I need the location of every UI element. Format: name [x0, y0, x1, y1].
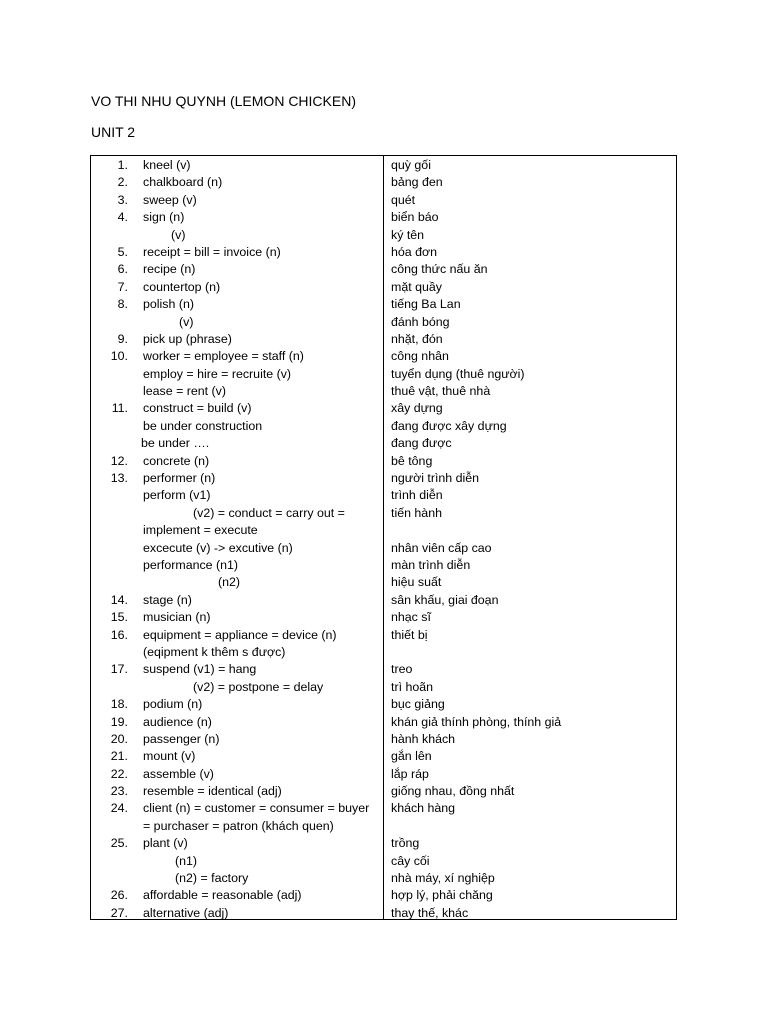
row-number: 13. — [110, 471, 128, 486]
vocab-term: chalkboard (n) — [143, 175, 223, 190]
vocab-meaning: nhân viên cấp cao — [391, 540, 492, 555]
vocab-meaning: nhặt, đón — [391, 331, 443, 346]
vocab-meaning: ký tên — [391, 227, 425, 242]
vocab-meaning: đánh bóng — [391, 314, 450, 329]
vocab-meaning: nhạc sĩ — [391, 610, 431, 625]
row-number: 25. — [110, 836, 128, 851]
vocab-meaning: thay thế, khác — [391, 905, 469, 920]
vocab-term: performance (n1) — [143, 557, 239, 572]
vocab-meaning: hợp lý, phải chăng — [391, 888, 493, 903]
vocab-meaning: khách hàng — [391, 801, 456, 816]
vocab-row — [91, 487, 676, 504]
vocab-meaning: sân khấu, giai đoạn — [391, 592, 499, 607]
vocab-row — [91, 627, 676, 644]
vocab-term: perform (v1) — [143, 488, 211, 503]
vocab-row — [91, 209, 676, 226]
vocab-row — [91, 731, 676, 748]
vocab-meaning: hành khách — [391, 731, 456, 746]
vocab-meaning: quỳ gối — [391, 158, 431, 172]
vocab-row — [91, 296, 676, 313]
vocab-term: mount (v) — [143, 749, 196, 764]
vocab-row — [91, 279, 676, 296]
unit-title: UNIT 2 — [91, 124, 136, 140]
row-number: 5. — [117, 244, 128, 259]
vocab-term: alternative (adj) — [143, 905, 229, 920]
vocab-row — [91, 853, 676, 870]
vocab-meaning: hiệu suất — [391, 575, 442, 590]
vocab-row — [91, 679, 676, 696]
vocab-meaning: công thức nấu ăn — [391, 262, 488, 277]
vocab-term: recipe (n) — [143, 262, 196, 277]
row-number: 1. — [117, 158, 128, 172]
vocab-term: affordable = reasonable (adj) — [143, 888, 302, 903]
vocab-term: (n2) = factory — [175, 871, 249, 886]
vocab-row — [91, 366, 676, 383]
row-number: 16. — [110, 627, 128, 642]
vocab-term: (v) — [171, 227, 186, 242]
vocab-meaning: màn trình diễn — [391, 557, 471, 572]
row-number: 4. — [117, 210, 128, 225]
vocab-term: passenger (n) — [143, 731, 220, 746]
vocab-term: sign (n) — [143, 210, 185, 225]
row-number: 2. — [117, 175, 128, 190]
vocab-row — [91, 331, 676, 348]
vocab-term: construct = build (v) — [143, 401, 252, 416]
vocab-row — [91, 766, 676, 783]
vocab-row — [91, 748, 676, 765]
vocab-row — [91, 418, 676, 435]
vocab-term: stage (n) — [143, 592, 192, 607]
vocab-meaning: gắn lên — [391, 749, 432, 764]
vocab-term: resemble = identical (adj) — [143, 784, 282, 799]
vocab-meaning: bục giảng — [391, 697, 445, 712]
vocab-term: = purchaser = patron (khách quen) — [143, 818, 334, 833]
row-number: 23. — [110, 784, 128, 799]
vocab-term: client (n) = customer = consumer = buyer — [143, 801, 370, 816]
vocab-term: (v2) = conduct = carry out = — [193, 505, 345, 520]
vocab-term: sweep (v) — [143, 192, 197, 207]
vocab-row — [91, 435, 676, 452]
vocab-table — [90, 155, 677, 920]
vocab-term: (n2) — [218, 575, 241, 590]
vocab-meaning: người trình diễn — [391, 471, 480, 486]
row-number: 21. — [110, 749, 128, 764]
row-number: 22. — [110, 766, 128, 781]
vocab-meaning: trồng — [391, 836, 420, 851]
vocab-term: lease = rent (v) — [143, 384, 226, 399]
vocab-row — [91, 348, 676, 365]
vocab-meaning: thiết bị — [391, 627, 428, 642]
vocab-term: worker = employee = staff (n) — [143, 349, 304, 364]
vocab-row — [91, 696, 676, 713]
vocab-term: plant (v) — [143, 836, 188, 851]
vocab-row — [91, 661, 676, 678]
vocab-term: excecute (v) -> excutive (n) — [143, 540, 293, 555]
vocab-meaning: công nhân — [391, 349, 449, 364]
row-number: 9. — [117, 331, 128, 346]
vocab-term: audience (n) — [143, 714, 212, 729]
vocab-meaning: đang được — [391, 436, 452, 451]
row-number: 26. — [110, 888, 128, 903]
vocab-term: equipment = appliance = device (n) — [143, 627, 337, 642]
row-number: 14. — [110, 592, 128, 607]
vocab-meaning: thuê vật, thuê nhà — [391, 384, 491, 399]
vocab-row — [91, 453, 676, 470]
row-number: 12. — [110, 453, 128, 468]
row-number: 27. — [110, 905, 128, 920]
vocab-row — [91, 157, 676, 174]
vocab-meaning: trì hoãn — [391, 679, 434, 694]
vocab-row — [91, 574, 676, 591]
vocab-term: (v2) = postpone = delay — [193, 679, 324, 694]
vocab-term: employ = hire = recruite (v) — [143, 366, 292, 381]
vocab-meaning: giống nhau, đồng nhất — [391, 784, 515, 799]
row-number: 18. — [110, 697, 128, 712]
vocab-meaning: mặt quầy — [391, 279, 442, 294]
vocab-meaning: trình diễn — [391, 488, 443, 503]
vocab-term: assemble (v) — [143, 766, 214, 781]
vocab-meaning: biển báo — [391, 210, 439, 225]
vocab-row — [91, 887, 676, 904]
vocab-meaning: tuyển dụng (thuê người) — [391, 366, 525, 381]
vocab-meaning: xây dựng — [391, 401, 443, 416]
row-number: 6. — [117, 262, 128, 277]
row-number: 10. — [110, 349, 128, 364]
row-number: 17. — [110, 662, 128, 677]
vocab-row — [91, 470, 676, 487]
vocab-row — [91, 592, 676, 609]
vocab-meaning: đang được xây dựng — [391, 418, 507, 433]
row-number: 15. — [110, 610, 128, 625]
vocab-row — [91, 905, 676, 922]
row-number: 20. — [110, 731, 128, 746]
vocab-row — [91, 383, 676, 400]
vocab-meaning: treo — [391, 662, 413, 677]
vocab-row — [91, 227, 676, 244]
vocab-term: podium (n) — [143, 697, 203, 712]
vocab-term: kneel (v) — [143, 158, 191, 172]
vocab-term: concrete (n) — [143, 453, 210, 468]
vocab-row — [91, 522, 676, 539]
vocab-row — [91, 244, 676, 261]
vocab-row — [91, 800, 676, 817]
vocab-meaning: quét — [391, 192, 416, 207]
vocab-meaning: bảng đen — [391, 175, 443, 190]
vocab-term: performer (n) — [143, 471, 216, 486]
vocab-meaning: nhà máy, xí nghiệp — [391, 871, 495, 886]
vocab-row — [91, 783, 676, 800]
vocab-rows — [91, 157, 676, 922]
vocab-term: countertop (n) — [143, 279, 221, 294]
vocab-term: (v) — [179, 314, 194, 329]
vocab-meaning: khán giả thính phòng, thính giả — [391, 714, 562, 729]
vocab-meaning: tiến hành — [391, 505, 442, 520]
row-number: 24. — [110, 801, 128, 816]
row-number: 19. — [110, 714, 128, 729]
vocab-row — [91, 818, 676, 835]
vocab-term: pick up (phrase) — [143, 331, 232, 346]
vocab-row — [91, 714, 676, 731]
vocab-meaning: hóa đơn — [391, 244, 438, 259]
vocab-term: (n1) — [175, 853, 198, 868]
page-title: VO THI NHU QUYNH (LEMON CHICKEN) — [91, 93, 356, 109]
row-number: 3. — [117, 192, 128, 207]
vocab-row — [91, 540, 676, 557]
vocab-meaning: bê tông — [391, 453, 433, 468]
vocab-row — [91, 609, 676, 626]
row-number: 7. — [117, 279, 128, 294]
vocab-row — [91, 835, 676, 852]
vocab-term: be under construction — [143, 418, 263, 433]
vocab-meaning: cây cối — [391, 853, 430, 868]
vocab-row — [91, 557, 676, 574]
row-number: 11. — [111, 401, 128, 416]
vocab-meaning: lắp ráp — [391, 766, 429, 781]
vocab-term: polish (n) — [143, 297, 194, 312]
vocab-row — [91, 261, 676, 278]
vocab-row — [91, 314, 676, 331]
vocab-row — [91, 192, 676, 209]
vocab-term: receipt = bill = invoice (n) — [143, 244, 281, 259]
vocab-row — [91, 870, 676, 887]
vocab-term: implement = execute — [143, 523, 258, 538]
vocab-term: be under …. — [141, 436, 210, 451]
vocab-term: (eqipment k thêm s được) — [143, 644, 286, 659]
row-number: 8. — [117, 297, 128, 312]
vocab-row — [91, 644, 676, 661]
vocab-row — [91, 505, 676, 522]
vocab-row — [91, 174, 676, 191]
vocab-term: suspend (v1) = hang — [143, 662, 257, 677]
vocab-meaning: tiếng Ba Lan — [391, 297, 461, 312]
vocab-row — [91, 400, 676, 417]
vocab-term: musician (n) — [143, 610, 211, 625]
